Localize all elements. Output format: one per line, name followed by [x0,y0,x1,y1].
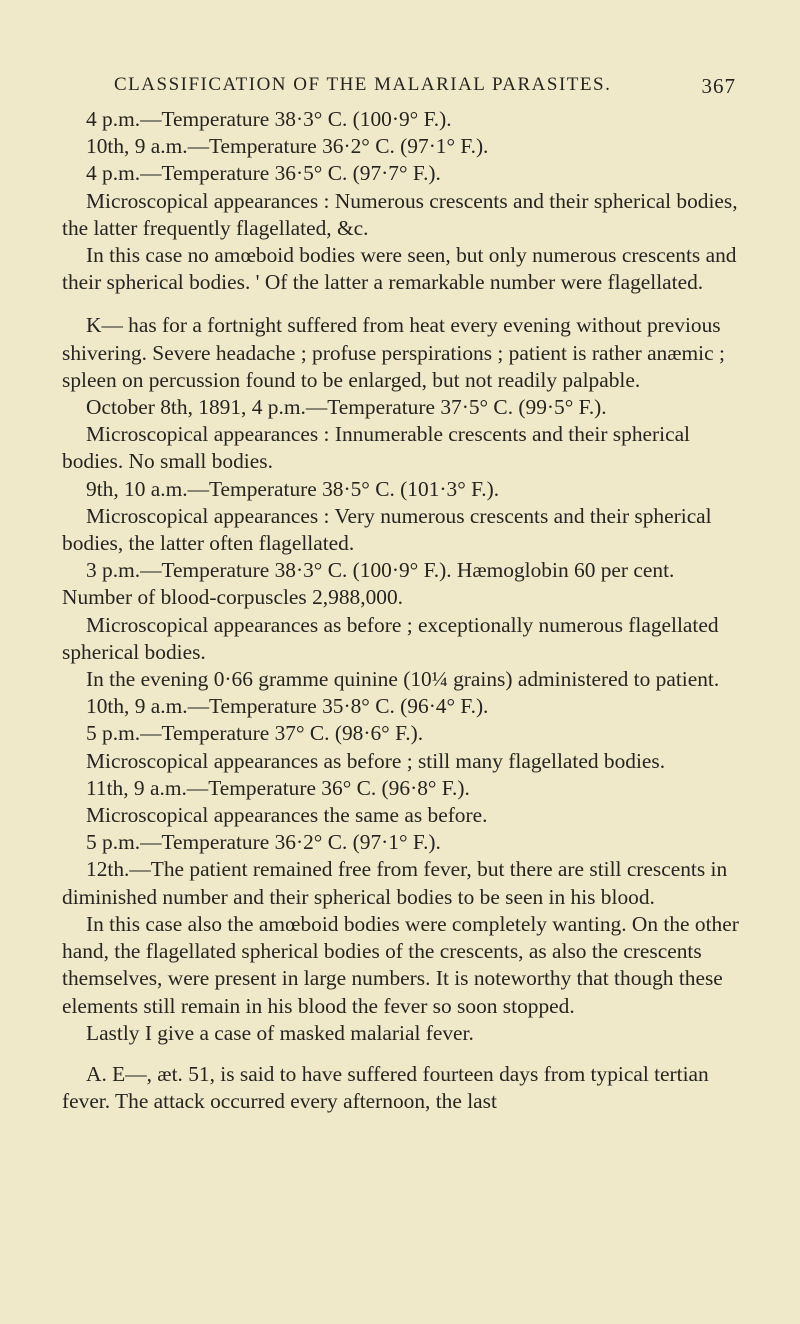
book-page [62,66,748,1115]
running-head [62,66,748,106]
paragraph: 4 p.m.—Temperature 38·3° C. (100·9° F.). [86,107,452,131]
paragraph: Microscopical appearances : Numerous crescents and their spherical bodies, the latter frequently flagellated, &c. [62,188,738,240]
paragraph: 4 p.m.—Temperature 36·5° C. (97·7° F.). [86,161,441,186]
paragraph: 10th, 9 a.m.—Temperature 36·2° C. (97·1° F.). [86,134,489,159]
paragraph: 11th, 9 a.m.—Temperature 36° C. (96·8° F.). [86,775,470,800]
paragraph: 10th, 9 a.m.—Temperature 35·8° C. (96·4° F.). [86,694,489,719]
paragraph: 12th.—The patient remained free from fever, but there are still crescents in diminished number and their spherical bodies to be seen in his blood. [62,857,728,909]
paragraph: Microscopical appearances the same as before. [86,803,488,828]
paragraph: 3 p.m.—Temperature 38·3° C. (100·9° F.). Hæmoglobin 60 per cent. Number of blood-corpuscles 2,988,000. [62,558,675,610]
paragraph: In this case also the amœboid bodies were completely wanting. On the other hand, the flagellated spherical bodies of the crescents, as also the crescents themselves, were present in large numbers. It is noteworthy that though these elements still remain in his blood the fever so soon stopped. [62,911,739,1018]
paragraph: K— has for a fortnight suffered from heat every evening without previous shivering. Severe headache ; profuse perspirations ; patient is rather anæmic ; spleen on percussion found to be enlarged, but not readily palpable. [62,313,725,392]
paragraph: Microscopical appearances as before ; still many flagellated bodies. [86,748,666,773]
paragraph: In the evening 0·66 gramme quinine (10¼ grains) administered to patient. [86,667,720,692]
body-text [62,106,748,1115]
running-head-title: CLASSIFICATION OF THE MALARIAL PARASITES. [114,74,612,95]
paragraph: A. E—, æt. 51, is said to have suffered fourteen days from typical tertian fever. The attack occurred every afternoon, the last [62,1061,709,1114]
page-number: 367 [701,74,736,98]
paragraph: Microscopical appearances : Very numerous crescents and their spherical bodies, the latter often flagellated. [62,503,712,556]
paragraph: Lastly I give a case of masked malarial fever. [86,1020,474,1045]
paragraph: October 8th, 1891, 4 p.m.—Temperature 37·5° C. (99·5° F.). [86,395,607,420]
paragraph: Microscopical appearances : Innumerable crescents and their spherical bodies. No small bodies. [62,422,691,474]
paragraph: 5 p.m.—Temperature 37° C. (98·6° F.). [86,721,424,746]
paragraph: 5 p.m.—Temperature 36·2° C. (97·1° F.). [86,830,441,855]
paragraph: In this case no amœboid bodies were seen, but only numerous crescents and their spherical bodies. ' Of the latter a remarkable number were flagellated. [62,243,737,295]
paragraph: 9th, 10 a.m.—Temperature 38·5° C. (101·3° F.). [86,476,500,501]
paragraph: Microscopical appearances as before ; exceptionally numerous flagellated spherical bodies. [62,612,719,664]
